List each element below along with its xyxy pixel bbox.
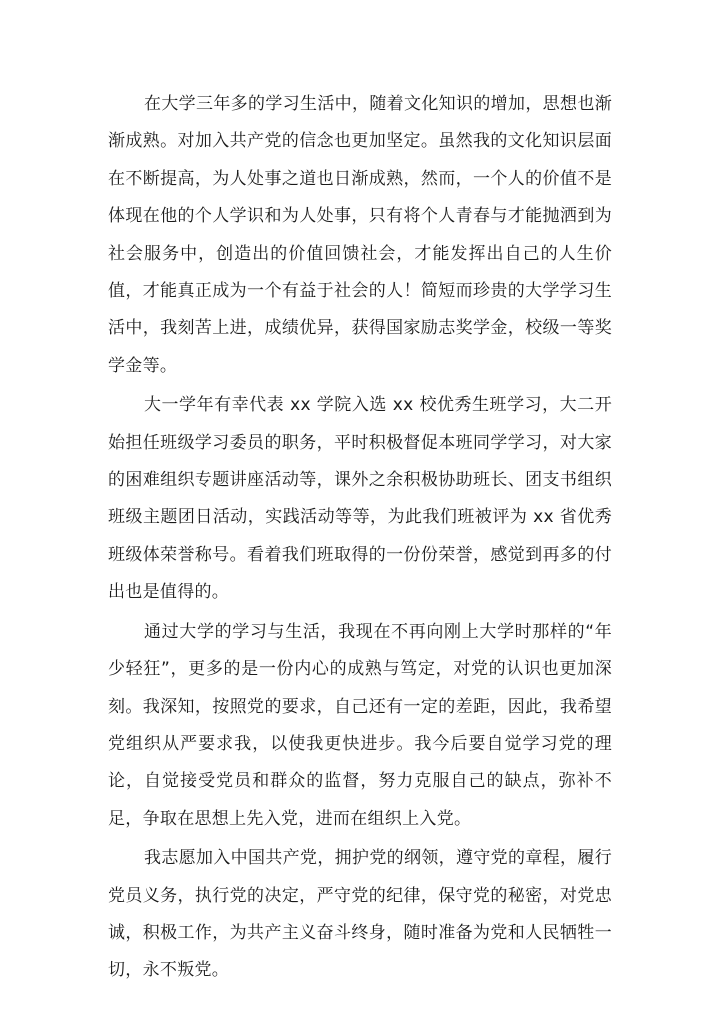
paragraph-2: 大一学年有幸代表 xx 学院入选 xx 校优秀生班学习，大二开始担任班级学习委员的职务，平时积极督促本班同学学习，对大家的困难组织专题讲座活动等，课外之余积极协助班长、团支书组织班级主题团日活动，实践活动等等，为此我们班被评为 xx 省优秀班级体荣誉称号。看着我们班取得的一份份荣誉，感觉到再多的付出也是值得的。	[108, 395, 612, 603]
document-body	[108, 86, 612, 992]
paragraph-1: 在大学三年多的学习生活中，随着文化知识的增加，思想也渐渐成熟。对加入共产党的信念也更加坚定。虽然我的文化知识层面在不断提高，为人处事之道也日渐成熟，然而，一个人的价值不是体现在他的个人学识和为人处事，只有将个人青春与才能抛洒到为社会服务中，创造出的价值回馈社会，才能发挥出自己的人生价值，才能真正成为一个有益于社会的人！简短而珍贵的大学学习生活中，我刻苦上进，成绩优异，获得国家励志奖学金，校级一等奖学金等。	[108, 94, 612, 376]
paragraph-3: 通过大学的学习与生活，我现在不再向刚上大学时那样的“年少轻狂”，更多的是一份内心的成熟与笃定，对党的认识也更加深刻。我深知，按照党的要求，自己还有一定的差距，因此，我希望党组织从严要求我，以使我更快进步。我今后要自觉学习党的理论，自觉接受党员和群众的监督，努力克服自己的缺点，弥补不足，争取在思想上先入党，进而在组织上入党。	[108, 621, 612, 829]
paragraph-4: 我志愿加入中国共产党，拥护党的纲领，遵守党的章程，履行党员义务，执行党的决定，严守党的纪律，保守党的秘密，对党忠诚，积极工作，为共产主义奋斗终身，随时准备为党和人民牺牲一切，永不叛党。	[108, 848, 612, 981]
